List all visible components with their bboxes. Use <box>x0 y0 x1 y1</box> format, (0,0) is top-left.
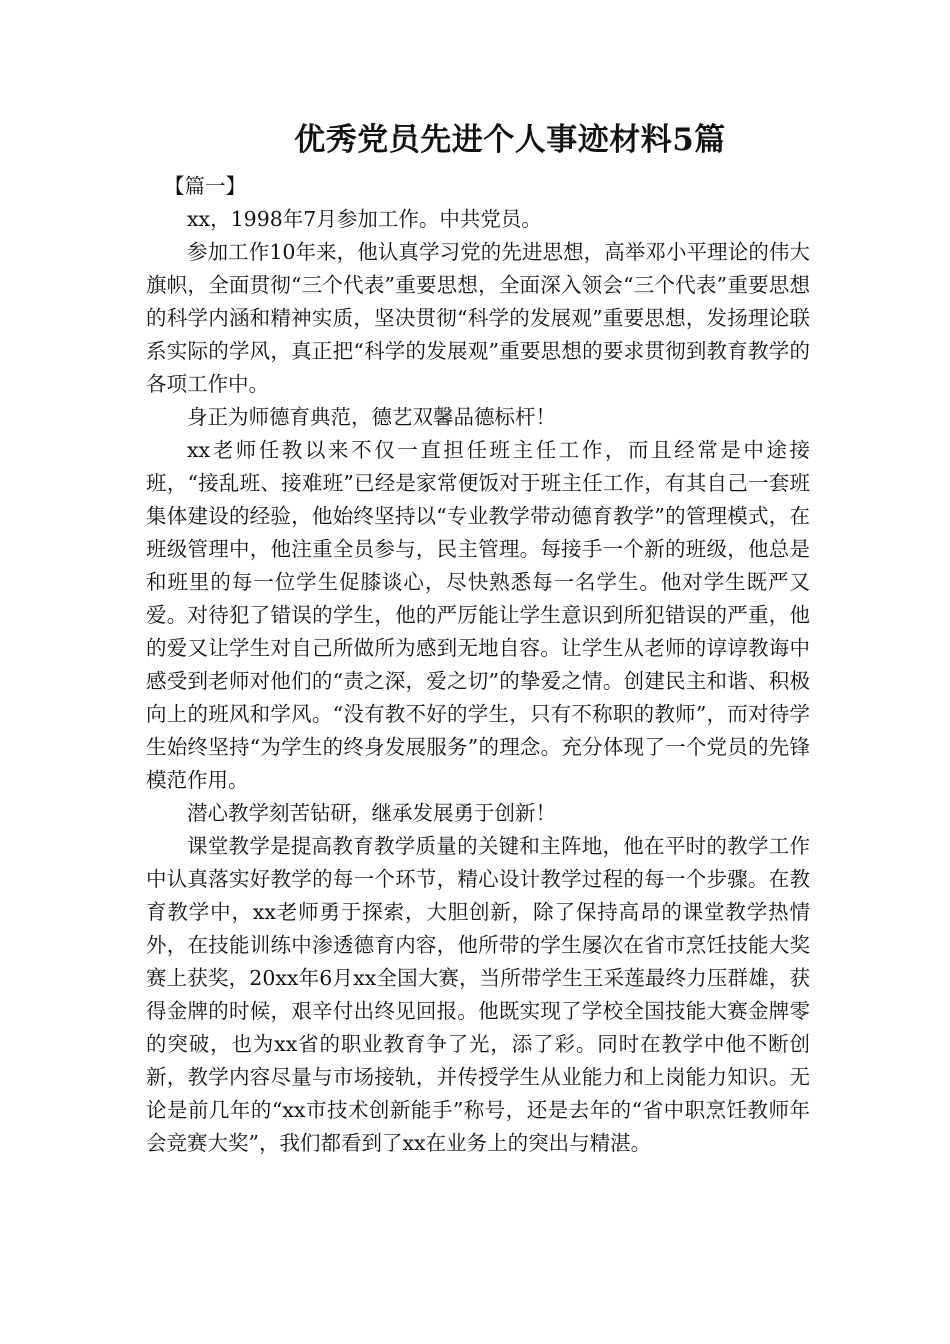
paragraph-class-management: xx老师任教以来不仅一直担任班主任工作，而且经常是中途接班，“接乱班、接难班”已经是家常便饭对于班主任工作，有其自己一套班集体建设的经验，他始终坚持以“专业教学带动德育教学”的管理模式，在班级管理中，他注重全员参与，民主管理。每接手一个新的班级，他总是和班里的每一位学生促膝谈心，尽快熟悉每一名学生。他对学生既严又爱。对待犯了错误的学生，他的严厉能让学生意识到所犯错误的严重，他的爱又让学生对自己所做所为感到无地自容。让学生从老师的谆谆教诲中感受到老师对他们的“责之深，爱之切”的挚爱之情。创建民主和谐、积极向上的班风和学风。“没有教不好的学生，只有不称职的教师”，而对待学生始终坚持“为学生的终身发展服务”的理念。充分体现了一个党员的先锋模范作用。 <box>146 438 810 792</box>
paragraph-heading-teaching: 潜心教学刻苦钻研，继承发展勇于创新！ <box>187 801 556 825</box>
paragraph-theory: 参加工作10年来，他认真学习党的先进思想，高举邓小平理论的伟大旗帜，全面贯彻“三个代表”重要思想，全面深入领会“三个代表”重要思想的科学内涵和精神实质，坚决贯彻“科学的发展观”重要思想，发扬理论联系实际的学风，真正把“科学的发展观”重要思想的要求贯彻到教育教学的各项工作中。 <box>146 240 810 396</box>
document-body <box>146 170 810 1160</box>
section-label: 【篇一】 <box>164 174 246 198</box>
paragraph-intro: xx，1998年7月参加工作。中共党员。 <box>187 207 542 231</box>
paragraph-teaching-innovation: 课堂教学是提高教育教学质量的关键和主阵地，他在平时的教学工作中认真落实好教学的每一个环节，精心设计教学过程的每一个步骤。在教育教学中，xx老师勇于探索，大胆创新，除了保持高昂的课堂教学热情外，在技能训练中渗透德育内容，他所带的学生屡次在省市烹饪技能大奖赛上获奖，20xx年6月xx全国大赛，当所带学生王采莲最终力压群雄，获得金牌的时候，艰辛付出终见回报。他既实现了学校全国技能大赛金牌零的突破，也为xx省的职业教育争了光，添了彩。同时在教学中他不断创新，教学内容尽量与市场接轨，并传授学生从业能力和上岗能力知识。无论是前几年的“xx市技术创新能手”称号，还是去年的“省中职烹饪教师年会竞赛大奖”，我们都看到了xx在业务上的突出与精湛。 <box>146 834 810 1155</box>
document-title: 优秀党员先进个人事迹材料5篇 <box>294 122 726 158</box>
paragraph-heading-ethics: 身正为师德育典范，德艺双馨品德标杆！ <box>187 405 556 429</box>
